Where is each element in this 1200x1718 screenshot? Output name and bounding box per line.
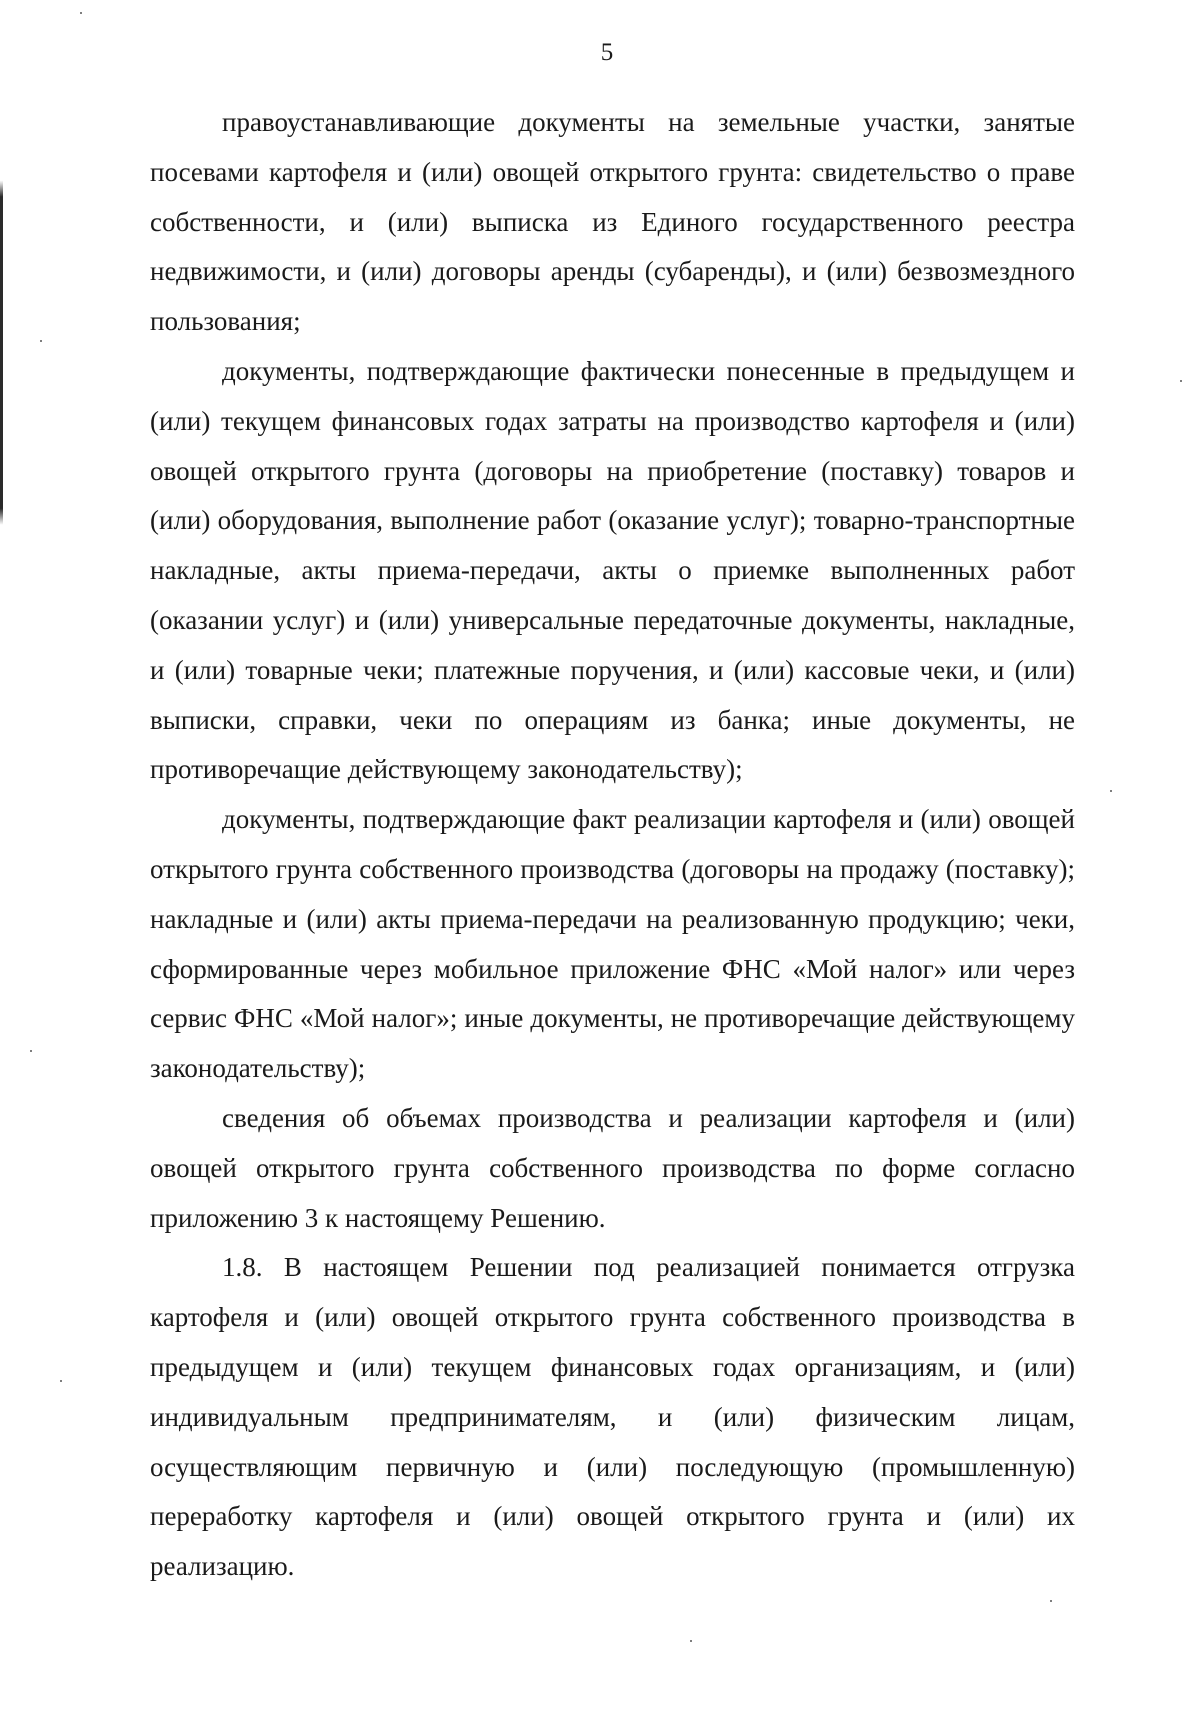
scan-speck	[1180, 380, 1182, 382]
scan-speck	[1050, 1600, 1052, 1602]
document-body	[150, 98, 1075, 1592]
paragraph-title-documents: правоустанавливающие документы на земельные участки, занятые посевами картофеля и (или) овощей открытого грунта: свидетельство о праве собственности, и (или) выписка из Единого государственного реестра недвижимости, и (или) договоры аренды (субаренды), и (или) безвозмездного пользования;	[150, 107, 1075, 337]
paragraph-clause-1-8: 1.8. В настоящем Решении под реализацией понимается отгрузка картофеля и (или) овощей открытого грунта собственного производства в предыдущем и (или) текущем финансовых годах организациям, и (или) индивидуальным предпринимателям, и (или) физическим лицам, осуществляющим первичную и (или) последующую (промышленную) переработку картофеля и (или) овощей открытого грунта и (или) их реализацию.	[150, 1252, 1075, 1582]
scan-speck	[1110, 790, 1112, 792]
scan-speck	[60, 1380, 62, 1382]
paragraph-sales-documents: документы, подтверждающие факт реализации картофеля и (или) овощей открытого грунта собственного производства (договоры на продажу (поставку); накладные и (или) акты приема-передачи на реализованную продукцию; чеки, сформированные через мобильное приложение ФНС «Мой налог» или через сервис ФНС «Мой налог»; иные документы, не противоречащие действующему законодательству);	[150, 804, 1075, 1084]
paragraph-expense-documents: документы, подтверждающие фактически понесенные в предыдущем и (или) текущем финансовых годах затраты на производство картофеля и (или) овощей открытого грунта (договоры на приобретение (поставку) товаров и (или) оборудования, выполнение работ (оказание услуг); товарно-транспортные накладные, акты приема-передачи, акты о приемке выполненных работ (оказании услуг) и (или) универсальные передаточные документы, накладные, и (или) товарные чеки; платежные поручения, и (или) кассовые чеки, и (или) выписки, справки, чеки по операциям из банка; иные документы, не противоречащие действующему законодательству);	[150, 355, 1075, 785]
paragraph-production-volumes: сведения об объемах производства и реализации картофеля и (или) овощей открытого грунта собственного производства по форме согласно приложению 3 к настоящему Решению.	[150, 1102, 1075, 1233]
scan-edge-shadow	[0, 0, 3, 820]
scan-speck	[690, 1640, 692, 1642]
scan-speck	[30, 1050, 32, 1052]
scan-speck	[80, 12, 82, 14]
page-number: 5	[600, 39, 614, 66]
scan-speck	[40, 340, 42, 342]
